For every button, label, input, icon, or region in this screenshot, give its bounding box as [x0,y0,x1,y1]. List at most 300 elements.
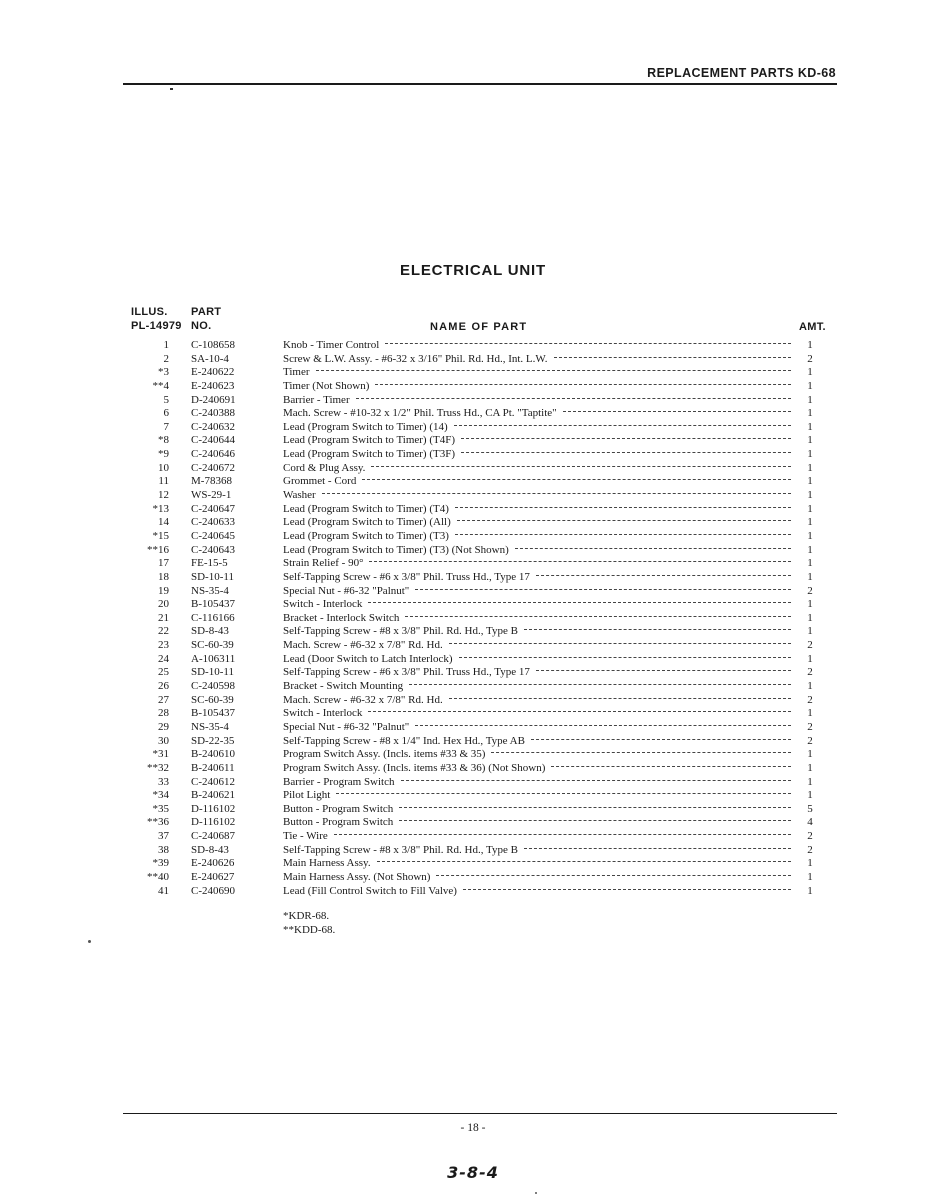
part-number: E-240623 [191,379,235,392]
part-name-cell [283,803,793,817]
table-row [0,830,946,844]
dash-leader [454,425,791,426]
part-amount: 1 [807,748,813,761]
part-number: C-116166 [191,611,235,624]
part-number: C-240612 [191,775,235,788]
page-number: - 18 - [460,1122,486,1134]
dash-leader [385,343,791,344]
part-amount: 1 [807,379,813,392]
illus-number: 23 [158,639,169,652]
part-name-cell [283,448,793,462]
part-name-cell [283,666,793,680]
table-row [0,366,946,380]
dash-leader [461,438,791,439]
table-row [0,421,946,435]
part-number: E-240626 [191,857,235,870]
dash-leader [531,739,791,740]
dash-leader [399,807,791,808]
illus-number: 6 [163,407,169,420]
illus-number: 2 [163,352,169,365]
illus-number: 22 [158,625,169,638]
table-row [0,625,946,639]
illus-number: 19 [158,584,169,597]
part-amount: 1 [807,557,813,570]
part-name-cell [283,885,793,899]
illus-number: 11 [158,475,169,488]
dash-leader [457,520,791,521]
dash-leader [551,766,791,767]
part-amount: 1 [807,529,813,542]
part-number: C-240598 [191,680,235,693]
part-amount: 2 [807,843,813,856]
part-name: Lead (Fill Control Switch to Fill Valve) [283,884,457,897]
part-number: C-240644 [191,434,235,447]
part-number: D-116102 [191,802,236,815]
part-number: E-240622 [191,366,235,379]
illus-number: 24 [158,652,169,665]
part-name: Strain Relief - 90° [283,557,364,570]
part-number: SA-10-4 [191,352,229,365]
part-amount: 1 [807,598,813,611]
dash-leader [356,398,791,399]
table-row [0,844,946,858]
part-number: SD-8-43 [191,625,229,638]
part-number: B-105437 [191,707,235,720]
part-name-cell [283,353,793,367]
illus-number: 1 [163,339,169,351]
part-name: Button - Program Switch [283,802,394,815]
part-number: C-240388 [191,407,235,420]
part-name-cell [283,503,793,517]
part-amount: 1 [807,543,813,556]
part-name: Special Nut - #6-32 "Palnut" [283,720,410,733]
dash-leader [563,411,791,412]
part-number: SD-10-11 [191,570,234,583]
part-amount: 1 [807,625,813,638]
illus-number: *8 [158,434,169,447]
part-number: WS-29-1 [191,489,232,502]
table-row [0,339,946,353]
table-row [0,816,946,830]
part-name-cell [283,830,793,844]
dash-leader [336,793,791,794]
part-number: C-240687 [191,830,235,843]
part-name: Lead (Door Switch to Latch Interlock) [283,652,453,665]
illus-number: *9 [158,448,169,461]
part-name-cell [283,407,793,421]
illus-number: *35 [152,802,169,815]
dash-leader [316,370,792,371]
dash-leader [459,657,791,658]
part-amount: 1 [807,707,813,720]
part-number: NS-35-4 [191,720,229,733]
table-row [0,871,946,885]
part-name: Program Switch Assy. (Incls. items #33 & 35) [283,748,486,761]
part-number: SC-60-39 [191,693,234,706]
part-name-cell [283,707,793,721]
part-amount: 2 [807,734,813,747]
illus-number: 14 [158,516,169,529]
part-amount: 1 [807,489,813,502]
dash-leader [415,725,791,726]
part-no-column-header: PART NO. [191,306,222,332]
part-amount: 1 [807,475,813,488]
part-amount: 1 [807,761,813,774]
illus-number: 27 [158,693,169,706]
part-amount: 1 [807,789,813,802]
dash-leader [455,507,791,508]
part-name: Lead (Program Switch to Timer) (T3) (Not Shown) [283,543,509,556]
table-row [0,707,946,721]
part-name-cell [283,530,793,544]
illus-number: 26 [158,680,169,693]
table-row [0,394,946,408]
part-name-cell [283,557,793,571]
table-row [0,857,946,871]
dash-leader [371,466,791,467]
table-row [0,557,946,571]
part-name-cell [283,421,793,435]
footer-rule [123,1113,837,1114]
amt-column-header: AMT. [799,321,826,333]
illus-number: 28 [158,707,169,720]
part-name-cell [283,639,793,653]
part-number: C-240646 [191,448,235,461]
part-amount: 1 [807,420,813,433]
illus-number: **4 [152,379,169,392]
dash-leader [368,711,791,712]
table-row [0,380,946,394]
table-row [0,448,946,462]
part-amount: 1 [807,680,813,693]
part-number: C-108658 [191,339,235,351]
part-name-cell [283,339,793,353]
part-name-cell [283,612,793,626]
part-name: Special Nut - #6-32 "Palnut" [283,584,410,597]
part-name: Knob - Timer Control [283,339,380,351]
illus-number: 10 [158,461,169,474]
part-amount: 1 [807,448,813,461]
table-row [0,639,946,653]
illus-number: **32 [147,761,169,774]
part-name-cell [283,748,793,762]
illus-number: 30 [158,734,169,747]
part-amount: 5 [807,802,813,815]
part-name-cell [283,625,793,639]
part-name: Barrier - Timer [283,393,350,406]
dash-leader [449,698,791,699]
dash-leader [409,684,791,685]
part-name-cell [283,762,793,776]
footnote: *KDR-68. [283,910,330,922]
illus-number: *15 [152,529,169,542]
part-name: Lead (Program Switch to Timer) (T4F) [283,434,456,447]
part-number: B-105437 [191,598,235,611]
illus-number: 25 [158,666,169,679]
name-column-header: NAME OF PART [430,321,528,333]
part-name: Lead (Program Switch to Timer) (T3) [283,529,449,542]
part-name: Mach. Screw - #6-32 x 7/8" Rd. Hd. [283,693,443,706]
table-row [0,503,946,517]
part-name: Self-Tapping Screw - #8 x 3/8" Phil. Rd. Hd., Type B [283,625,518,638]
part-amount: 1 [807,516,813,529]
dash-leader [524,629,791,630]
part-number: SD-8-43 [191,843,229,856]
part-number: C-240647 [191,502,235,515]
part-name-cell [283,380,793,394]
part-number: NS-35-4 [191,584,229,597]
illus-number: *34 [152,789,169,802]
part-name-cell [283,857,793,871]
illus-number: **16 [147,543,169,556]
part-name: Self-Tapping Screw - #8 x 3/8" Phil. Rd. Hd., Type B [283,843,518,856]
dash-leader [491,752,791,753]
scan-speck [88,940,91,943]
part-name-cell [283,816,793,830]
dash-leader [415,589,791,590]
part-name-cell [283,585,793,599]
table-row [0,789,946,803]
part-name: Washer [283,489,316,502]
part-number: C-240645 [191,529,235,542]
dash-leader [461,452,791,453]
part-number: B-240611 [191,761,235,774]
part-number: B-240621 [191,789,235,802]
illus-number: 5 [163,393,169,406]
part-name: Barrier - Program Switch [283,775,395,788]
part-number: SC-60-39 [191,639,234,652]
part-name: Mach. Screw - #6-32 x 7/8" Rd. Hd. [283,639,443,652]
table-row [0,462,946,476]
scan-speck [535,1192,537,1194]
part-name: Main Harness Assy. (Not Shown) [283,870,431,883]
part-number: C-240643 [191,543,235,556]
table-row [0,407,946,421]
parts-table [0,339,946,898]
part-amount: 1 [807,775,813,788]
part-name: Mach. Screw - #10-32 x 1/2" Phil. Truss Hd., CA Pt. "Taptite" [283,407,557,420]
part-name: Timer (Not Shown) [283,379,370,392]
part-name: Switch - Interlock [283,598,363,611]
header-rule [123,83,837,85]
illus-number: 18 [158,570,169,583]
part-amount: 1 [807,393,813,406]
part-amount: 1 [807,652,813,665]
table-row [0,721,946,735]
part-amount: 1 [807,339,813,351]
illus-number: *39 [152,857,169,870]
part-name: Lead (Program Switch to Timer) (14) [283,420,448,433]
table-row [0,434,946,448]
dash-leader [405,616,791,617]
part-number: D-116102 [191,816,236,829]
part-amount: 1 [807,570,813,583]
illus-number: *31 [152,748,169,761]
part-amount: 1 [807,366,813,379]
dash-leader [334,834,791,835]
part-name-cell [283,434,793,448]
part-amount: 1 [807,857,813,870]
dash-leader [554,357,791,358]
dash-leader [515,548,791,549]
illus-number: 38 [158,843,169,856]
dash-leader [369,561,791,562]
table-row [0,353,946,367]
dash-leader [322,493,791,494]
part-amount: 4 [807,816,813,829]
part-number: D-240691 [191,393,236,406]
part-number: B-240610 [191,748,235,761]
part-name-cell [283,366,793,380]
part-name: Pilot Light [283,789,331,802]
footnote: **KDD-68. [283,923,336,936]
part-amount: 1 [807,870,813,883]
part-name: Lead (Program Switch to Timer) (All) [283,516,451,529]
handwritten-note: 3-8-4 [447,1163,499,1182]
illus-number: 33 [158,775,169,788]
illus-number: 41 [158,884,169,897]
part-name-cell [283,571,793,585]
part-amount: 1 [807,611,813,624]
table-row [0,885,946,899]
part-amount: 2 [807,584,813,597]
part-number: A-106311 [191,652,236,665]
part-name: Screw & L.W. Assy. - #6-32 x 3/16" Phil. Rd. Hd., Int. L.W. [283,352,548,365]
table-row [0,666,946,680]
dash-leader [401,780,792,781]
dash-leader [449,643,791,644]
table-row [0,748,946,762]
part-name-cell [283,871,793,885]
part-name-cell [283,653,793,667]
part-name: Switch - Interlock [283,707,363,720]
part-name-cell [283,475,793,489]
illus-number: 12 [158,489,169,502]
part-name: Tie - Wire [283,830,328,843]
section-title: ELECTRICAL UNIT [400,262,546,279]
dash-leader [463,889,791,890]
illus-number: 21 [158,611,169,624]
illus-number: 7 [163,420,169,433]
part-name-cell [283,735,793,749]
part-amount: 2 [807,666,813,679]
table-row [0,598,946,612]
dash-leader [399,820,791,821]
part-name-cell [283,394,793,408]
dash-leader [455,534,791,535]
scan-speck [170,88,173,90]
part-name-cell [283,789,793,803]
page-header-title: REPLACEMENT PARTS KD-68 [647,66,836,80]
table-row [0,571,946,585]
part-name-cell [283,776,793,790]
dash-leader [375,384,791,385]
dash-leader [524,848,791,849]
part-name: Bracket - Switch Mounting [283,680,404,693]
illus-number: 29 [158,720,169,733]
part-number: E-240627 [191,870,235,883]
part-name: Self-Tapping Screw - #6 x 3/8" Phil. Truss Hd., Type 17 [283,666,530,679]
part-name: Grommet - Cord [283,475,357,488]
part-name-cell [283,844,793,858]
dash-leader [536,670,791,671]
table-row [0,694,946,708]
table-row [0,612,946,626]
part-amount: 2 [807,830,813,843]
table-row [0,475,946,489]
part-name: Cord & Plug Assy. [283,461,366,474]
illus-number: 37 [158,830,169,843]
table-row [0,530,946,544]
illus-number: **40 [147,870,169,883]
part-name: Self-Tapping Screw - #8 x 1/4" Ind. Hex Hd., Type AB [283,734,525,747]
part-number: M-78368 [191,475,232,488]
dash-leader [368,602,791,603]
part-name-cell [283,462,793,476]
illus-number: **36 [147,816,169,829]
illus-number: 20 [158,598,169,611]
table-row [0,735,946,749]
part-amount: 1 [807,461,813,474]
part-amount: 2 [807,352,813,365]
part-amount: 1 [807,434,813,447]
part-name-cell [283,721,793,735]
table-row [0,489,946,503]
illus-number: *13 [152,502,169,515]
part-name-cell [283,694,793,708]
part-name-cell [283,598,793,612]
dash-leader [536,575,791,576]
part-number: FE-15-5 [191,557,228,570]
part-amount: 2 [807,693,813,706]
part-number: SD-22-35 [191,734,235,747]
part-name: Self-Tapping Screw - #6 x 3/8" Phil. Truss Hd., Type 17 [283,570,530,583]
part-name: Button - Program Switch [283,816,394,829]
part-number: C-240672 [191,461,235,474]
part-name: Lead (Program Switch to Timer) (T3F) [283,448,456,461]
table-row [0,516,946,530]
table-row [0,585,946,599]
part-number: C-240633 [191,516,235,529]
table-row [0,803,946,817]
table-row [0,653,946,667]
part-name: Main Harness Assy. [283,857,371,870]
part-amount: 2 [807,639,813,652]
table-row [0,762,946,776]
part-amount: 1 [807,502,813,515]
illus-number: *3 [158,366,169,379]
part-name-cell [283,680,793,694]
part-amount: 1 [807,884,813,897]
part-number: C-240632 [191,420,235,433]
dash-leader [436,875,791,876]
part-name: Timer [283,366,310,379]
table-row [0,544,946,558]
footnotes [283,910,335,937]
part-name: Lead (Program Switch to Timer) (T4) [283,502,449,515]
dash-leader [377,861,791,862]
part-name-cell [283,489,793,503]
part-name-cell [283,516,793,530]
table-row [0,680,946,694]
part-name: Program Switch Assy. (Incls. items #33 & 36) (Not Shown) [283,761,546,774]
illus-number: 17 [158,557,169,570]
illus-column-header: ILLUS. PL-14979 [131,306,182,332]
part-number: SD-10-11 [191,666,234,679]
part-amount: 1 [807,407,813,420]
dash-leader [362,479,791,480]
part-name: Bracket - Interlock Switch [283,611,400,624]
